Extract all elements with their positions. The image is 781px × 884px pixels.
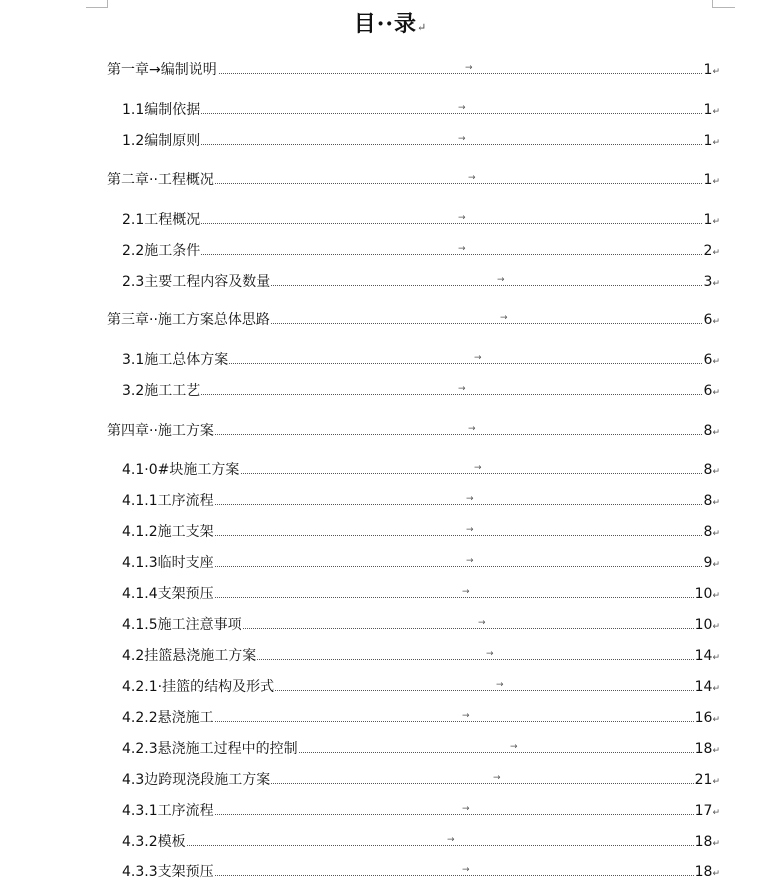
toc-entry[interactable] bbox=[122, 272, 720, 292]
toc-entry[interactable] bbox=[122, 100, 720, 120]
toc-entry-page bbox=[703, 272, 720, 294]
paragraph-mark: ↵ bbox=[712, 217, 720, 227]
toc-entry[interactable] bbox=[122, 522, 720, 542]
toc-entry-page bbox=[694, 739, 720, 761]
dot-leader bbox=[122, 254, 706, 255]
tab-mark-icon: → bbox=[462, 587, 470, 597]
page-number: 1 bbox=[703, 172, 713, 188]
toc-entry[interactable] bbox=[122, 584, 720, 604]
tab-mark-icon: → bbox=[500, 313, 508, 323]
toc-entry-label: 2.1工程概况 bbox=[122, 212, 201, 228]
paragraph-mark: ↵ bbox=[712, 467, 720, 477]
toc-entry-label: 4.1.3临时支座 bbox=[122, 555, 214, 571]
toc-entry[interactable] bbox=[122, 739, 720, 759]
tab-mark-icon: → bbox=[474, 353, 482, 363]
tab-mark-icon: → bbox=[462, 711, 470, 721]
toc-entry-label: 第三章··施工方案总体思路 bbox=[107, 312, 270, 328]
dot-leader bbox=[122, 144, 706, 145]
paragraph-mark: ↵ bbox=[712, 808, 720, 818]
toc-entry-label: 2.3主要工程内容及数量 bbox=[122, 274, 271, 290]
tab-mark-icon: → bbox=[468, 424, 476, 434]
toc-entry-label: 1.2编制原则 bbox=[122, 133, 201, 149]
tab-mark-icon: → bbox=[458, 244, 466, 254]
toc-entry-page bbox=[703, 350, 720, 372]
toc-entry-page bbox=[694, 862, 720, 884]
toc-entry-label: 4.1.4支架预压 bbox=[122, 586, 214, 602]
toc-entry-label: 3.1施工总体方案 bbox=[122, 352, 229, 368]
toc-entry[interactable] bbox=[122, 708, 720, 728]
page-number: 16 bbox=[694, 710, 713, 726]
toc-entry[interactable] bbox=[122, 646, 720, 666]
toc-entry-page bbox=[703, 491, 720, 513]
tab-mark-icon: → bbox=[466, 556, 474, 566]
paragraph-mark: ↵ bbox=[712, 715, 720, 725]
paragraph-mark: ↵ bbox=[712, 684, 720, 694]
dot-leader bbox=[122, 394, 706, 395]
toc-entry-page bbox=[694, 801, 720, 823]
tab-mark-icon: → bbox=[462, 804, 470, 814]
toc-title bbox=[0, 7, 781, 38]
page-number: 18 bbox=[694, 741, 713, 757]
toc-entry[interactable] bbox=[122, 801, 720, 821]
tab-mark-icon: → bbox=[474, 463, 482, 473]
toc-entry-page bbox=[694, 832, 720, 854]
toc-entry-label: 4.3.1工序流程 bbox=[122, 803, 214, 819]
page-number: 1 bbox=[703, 62, 713, 78]
tab-mark-icon: → bbox=[466, 525, 474, 535]
toc-entry[interactable] bbox=[107, 421, 720, 441]
page-number: 1 bbox=[703, 102, 713, 118]
paragraph-mark: ↵ bbox=[712, 107, 720, 117]
toc-entry-page bbox=[703, 310, 720, 332]
toc-entry-page bbox=[694, 770, 720, 792]
tab-mark-icon: → bbox=[458, 384, 466, 394]
paragraph-mark: ↵ bbox=[712, 428, 720, 438]
tab-mark-icon: → bbox=[447, 835, 455, 845]
toc-entry-label: 第一章→编制说明 bbox=[107, 62, 217, 78]
tab-mark-icon: → bbox=[497, 275, 505, 285]
toc-entry-page bbox=[703, 210, 720, 232]
toc-entry-label: 4.1.1工序流程 bbox=[122, 493, 214, 509]
tab-mark-icon: → bbox=[493, 773, 501, 783]
dot-leader bbox=[122, 845, 706, 846]
page-number: 6 bbox=[703, 352, 713, 368]
toc-entry-page bbox=[694, 615, 720, 637]
toc-entry-page bbox=[703, 170, 720, 192]
tab-mark-icon: → bbox=[458, 213, 466, 223]
toc-entry[interactable] bbox=[107, 60, 720, 80]
tab-mark-icon: → bbox=[468, 173, 476, 183]
page-number: 9 bbox=[703, 555, 713, 571]
toc-entry-page bbox=[703, 421, 720, 443]
dot-leader bbox=[122, 223, 706, 224]
toc-entry[interactable] bbox=[122, 491, 720, 511]
toc-entry[interactable] bbox=[122, 131, 720, 151]
tab-mark-icon: → bbox=[496, 680, 504, 690]
toc-entry[interactable] bbox=[122, 241, 720, 261]
toc-entry-page bbox=[703, 381, 720, 403]
toc-entry[interactable] bbox=[122, 381, 720, 401]
tab-mark-icon: → bbox=[458, 134, 466, 144]
toc-title-text: 目··录 bbox=[353, 11, 418, 37]
toc-entry-label: 4.1.2施工支架 bbox=[122, 524, 214, 540]
paragraph-mark: ↵ bbox=[712, 357, 720, 367]
toc-entry-page bbox=[703, 131, 720, 153]
toc-entry[interactable] bbox=[122, 210, 720, 230]
toc-entry-label: 4.1·0#块施工方案 bbox=[122, 462, 240, 478]
toc-entry-page bbox=[703, 460, 720, 482]
paragraph-mark: ↵ bbox=[712, 138, 720, 148]
toc-entry-page bbox=[703, 241, 720, 263]
toc-entry[interactable] bbox=[122, 350, 720, 370]
toc-entry-label: 第二章··工程概况 bbox=[107, 172, 214, 188]
page-number: 3 bbox=[703, 274, 713, 290]
paragraph-mark: ↵ bbox=[712, 560, 720, 570]
toc-entry-page bbox=[694, 677, 720, 699]
toc-entry-label: 4.1.5施工注意事项 bbox=[122, 617, 242, 633]
page-number: 8 bbox=[703, 524, 713, 540]
toc-entry[interactable] bbox=[107, 310, 720, 330]
page-number: 14 bbox=[694, 648, 713, 664]
paragraph-mark: ↵ bbox=[417, 21, 428, 34]
page-number: 10 bbox=[694, 617, 713, 633]
toc-entry[interactable] bbox=[122, 460, 720, 480]
toc-entry-page bbox=[703, 100, 720, 122]
paragraph-mark: ↵ bbox=[712, 839, 720, 849]
tab-mark-icon: → bbox=[466, 494, 474, 504]
toc-entry[interactable] bbox=[122, 862, 720, 882]
toc-entry-page bbox=[703, 60, 720, 82]
toc-entry-label: 4.3.3支架预压 bbox=[122, 864, 214, 880]
toc-entry-label: 4.2.2悬浇施工 bbox=[122, 710, 214, 726]
page-number: 1 bbox=[703, 133, 713, 149]
toc-entry[interactable] bbox=[122, 615, 720, 635]
paragraph-mark: ↵ bbox=[712, 498, 720, 508]
page-number: 1 bbox=[703, 212, 713, 228]
paragraph-mark: ↵ bbox=[712, 529, 720, 539]
paragraph-mark: ↵ bbox=[712, 591, 720, 601]
toc-entry-label: 4.3边跨现浇段施工方案 bbox=[122, 772, 271, 788]
page-number: 18 bbox=[694, 834, 713, 850]
tab-mark-icon: → bbox=[458, 103, 466, 113]
toc-entry-page bbox=[703, 553, 720, 575]
page-number: 6 bbox=[703, 312, 713, 328]
toc-entry-label: 第四章··施工方案 bbox=[107, 423, 214, 439]
toc-entry-label: 3.2施工工艺 bbox=[122, 383, 201, 399]
toc-entry-label: 4.3.2模板 bbox=[122, 834, 186, 850]
toc-entry-label: 4.2.1·挂篮的结构及形式 bbox=[122, 679, 275, 695]
tab-mark-icon: → bbox=[462, 865, 470, 875]
page-number: 2 bbox=[703, 243, 713, 259]
page-number: 10 bbox=[694, 586, 713, 602]
tab-mark-icon: → bbox=[510, 742, 518, 752]
paragraph-mark: ↵ bbox=[712, 177, 720, 187]
page-number: 18 bbox=[694, 864, 713, 880]
paragraph-mark: ↵ bbox=[712, 653, 720, 663]
paragraph-mark: ↵ bbox=[712, 67, 720, 77]
toc-entry-page bbox=[694, 646, 720, 668]
toc-entry[interactable] bbox=[122, 553, 720, 573]
tab-mark-icon: → bbox=[478, 618, 486, 628]
paragraph-mark: ↵ bbox=[712, 622, 720, 632]
toc-entry[interactable] bbox=[122, 770, 720, 790]
page-number: 21 bbox=[694, 772, 713, 788]
dot-leader bbox=[122, 113, 706, 114]
toc-entry[interactable] bbox=[122, 677, 720, 697]
toc-entry-label: 1.1编制依据 bbox=[122, 102, 201, 118]
toc-entry-page bbox=[694, 708, 720, 730]
page-number: 8 bbox=[703, 462, 713, 478]
toc-entry-page bbox=[694, 584, 720, 606]
paragraph-mark: ↵ bbox=[712, 279, 720, 289]
tab-mark-icon: → bbox=[465, 63, 473, 73]
toc-entry-label: 4.2.3悬浇施工过程中的控制 bbox=[122, 741, 298, 757]
page-number: 8 bbox=[703, 493, 713, 509]
tab-mark-icon: → bbox=[486, 649, 494, 659]
paragraph-mark: ↵ bbox=[712, 746, 720, 756]
paragraph-mark: ↵ bbox=[712, 869, 720, 879]
page-number: 8 bbox=[703, 423, 713, 439]
paragraph-mark: ↵ bbox=[712, 388, 720, 398]
toc-entry-label: 4.2挂篮悬浇施工方案 bbox=[122, 648, 257, 664]
page-number: 14 bbox=[694, 679, 713, 695]
paragraph-mark: ↵ bbox=[712, 777, 720, 787]
toc-entry[interactable] bbox=[122, 832, 720, 852]
page-number: 17 bbox=[694, 803, 713, 819]
paragraph-mark: ↵ bbox=[712, 248, 720, 258]
toc-entry[interactable] bbox=[107, 170, 720, 190]
toc-entry-label: 2.2施工条件 bbox=[122, 243, 201, 259]
paragraph-mark: ↵ bbox=[712, 317, 720, 327]
toc-entry-page bbox=[703, 522, 720, 544]
page-number: 6 bbox=[703, 383, 713, 399]
